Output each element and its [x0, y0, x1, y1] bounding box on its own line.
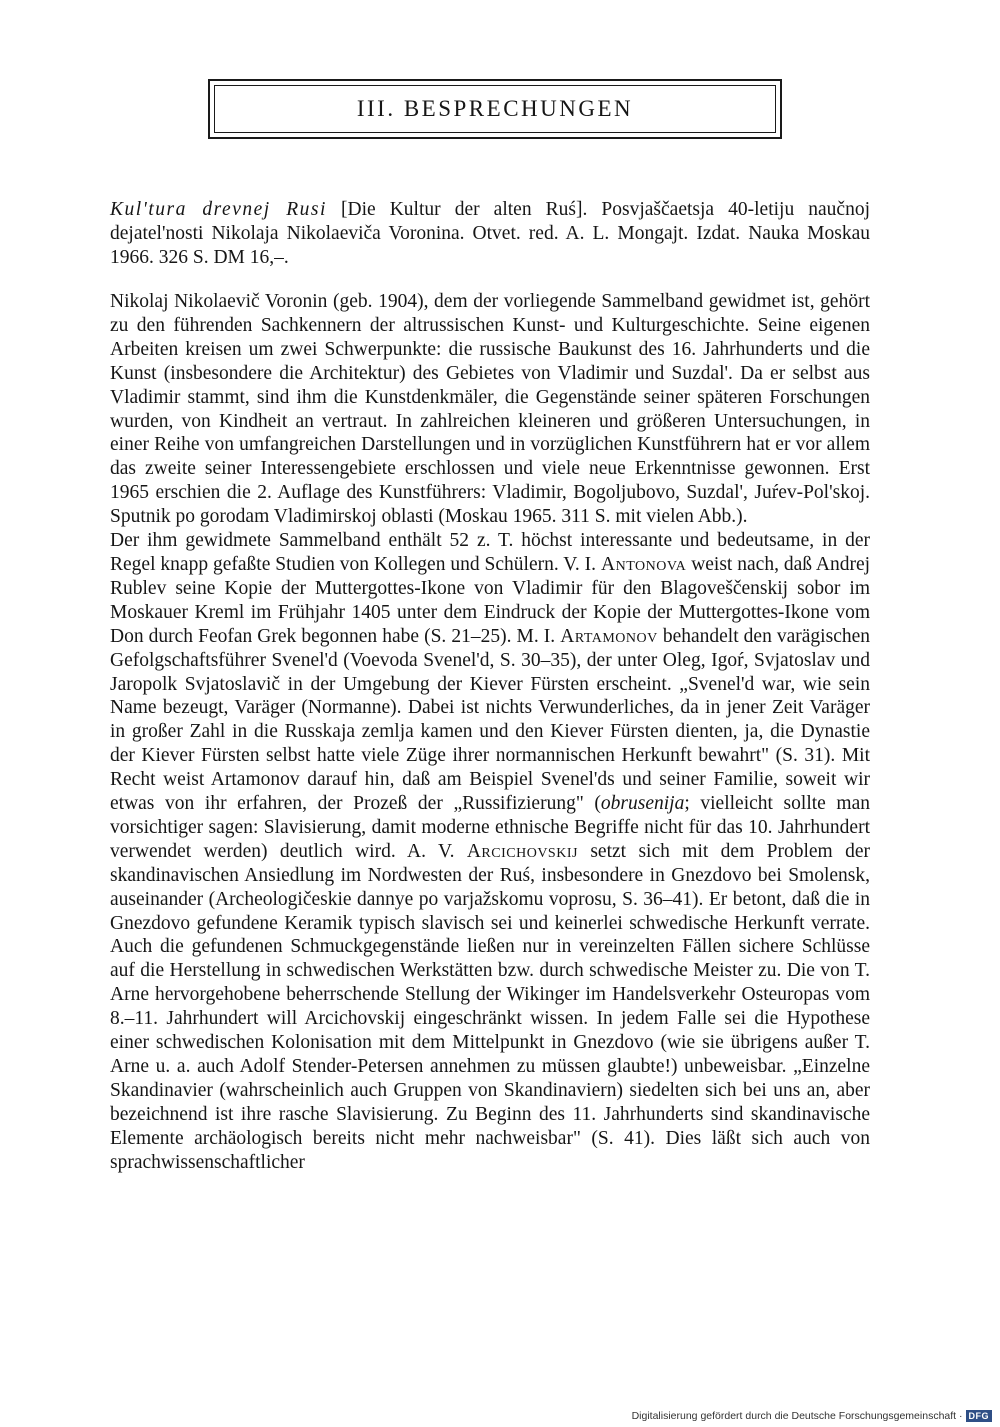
section-header-inner-frame	[214, 85, 776, 133]
review-citation	[110, 198, 870, 270]
paragraph-2	[110, 529, 870, 1174]
paragraph-1: Nikolaj Nikolaevič Voronin (geb. 1904), dem der vorliegende Sammelband gewidmet ist, gehört zu den führenden Sachkennern der altrussischen Kunst- und Kulturgeschichte. Seine eigenen Arbeiten kreisen um zwei Schwerpunkte: die russische Baukunst des 16. Jahrhunderts und die Kunst (insbesondere die Architektur) des Gebietes von Vladimir und Suzdal'. Da er selbst aus Vladimir stammt, sind ihm die Kunstdenkmäler, die Gegenstände seiner späteren Forschungen wurden, von Kindheit an vertraut. In zahlreichen kleineren und größeren Untersuchungen, in einer Reihe von umfangreichen Darstellungen und in vorzüglichen Kunstführern hat er vor allem das zweite seiner Interessengebiete erschlossen und viele neue Erkenntnisse gewonnen. Erst 1965 erschien die 2. Auflage des Kunstführers: Vladimir, Bogoljubovo, Suzdal', Juŕev-Pol'skoj. Sputnik po gorodam Vladimirskoj oblasti (Moskau 1965. 311 S. mit vielen Abb.).	[110, 291, 870, 528]
term-obrusenija: obrusenija	[600, 793, 685, 815]
reviewed-work-details: [Die Kultur der alten Ruś]. Posvjaščaetsja 40-letiju naučnoj dejatel'nosti Nikolaja Nikolaeviča Voronina. Otvet. red. A. L. Mongajt. Izdat. Nauka Moskau 1966. 326 S. DM 16,–.	[110, 199, 870, 268]
author-name-arcichovskij: Arcichovskij	[466, 840, 578, 862]
review-body	[110, 290, 870, 1175]
author-name-antonova: Antonova	[601, 553, 687, 575]
section-title: III. BESPRECHUNGEN	[356, 96, 634, 121]
paragraph-2-part-d: ; vielleicht sollte man vorsichtiger sagen: Slavisierung, damit moderne ethnische Begriffe nicht für das 10. Jahrhundert verwendet werden) deutlich wird. A. V.	[110, 793, 871, 862]
author-name-artamonov: Artamonov	[560, 625, 658, 647]
paragraph-2-part-b: weist nach, daß Andrej Rublev seine Kopie der Muttergottes-Ikone von Vladimir für den Blagoveščenskij sobor im Moskauer Kreml im Frühjahr 1405 unter dem Eindruck der Kopie der Muttergottes-Ikone vom Don durch Feofan Grek begonnen habe (S. 21–25). M. I.	[110, 553, 871, 647]
paragraph-2-part-a: Der ihm gewidmete Sammelband enthält 52 z. T. höchst interessante und bedeutsame, in der Regel knapp gefaßte Studien von Kollegen und Schülern. V. I.	[110, 530, 870, 575]
credit-text: Digitalisierung gefördert durch die Deutsche Forschungsgemeinschaft ·	[631, 1410, 963, 1422]
dfg-logo: DFG	[966, 1410, 993, 1422]
paragraph-2-part-c: behandelt den varägischen Gefolgschaftsführer Svenel'd (Voevoda Svenel'd, S. 30–35), der unter Oleg, Igoŕ, Svjatoslav und Jaropolk Svjatoslavič in der Umgebung der Kiever Fürsten erscheint. „Svenel'd war, wie sein Name bezeugt, Varäger (Normanne). Dabei ist nichts Verwunderliches, da in jener Zeit Varäger in großer Zahl in die Russkaja zemlja kamen und den Kiever Fürsten dienten, ja, die Dynastie der Kiever Fürsten selbst hatte viele Züge ihrer normannischen Herkunft bewahrt" (S. 31). Mit Recht weist Artamonov darauf hin, daß am Beispiel Svenel'ds und seiner Familie, soweit wir etwas von ihr erfahren, der Prozeß der „Russifizierung" (	[110, 625, 871, 815]
digitization-credit	[632, 1410, 992, 1422]
section-header-box	[208, 79, 782, 139]
paragraph-2-part-e: setzt sich mit dem Problem der skandinavischen Ansiedlung im Nordwesten der Ruś, insbesondere in Gnezdovo bei Smolensk, auseinander (Archeologičeskie dannye po varjažskomu voprosu, S. 36–41). Er betont, daß die in Gnezdovo gefundene Keramik typisch slavisch sei und keinerlei schwedische Herkunft verrate. Auch die gefundenen Schmuckgegenstände ließen nur in vereinzelten Fällen sichere Schlüsse auf die Herstellung in schwedischen Werkstätten bzw. durch schwedische Meister zu. Die von T. Arne hervorgehobene beherrschende Stellung der Wikinger im Handelsverkehr Osteuropas vom 8.–11. Jahrhundert will Arcichovskij eingeschränkt wissen. In jedem Falle sei die Hypothese einer schwedischen Kolonisation mit dem Mittelpunkt in Gnezdovo (wie sie übrigens außer T. Arne u. a. auch Adolf Stender-Petersen annehmen zu müssen glaubte!) unbeweisbar. „Einzelne Skandinavier (wahrscheinlich auch Gruppen von Skandinaviern) siedelten sich bei uns an, aber bezeichnend ist ihre rasche Slavisierung. Zu Beginn des 11. Jahrhunderts sind skandinavische Elemente archäologisch bereits nicht mehr nachweisbar" (S. 41). Dies läßt sich auch von sprachwissenschaftlicher	[110, 840, 870, 1173]
reviewed-work-title: Kul'tura drevnej Rusi	[110, 199, 327, 220]
